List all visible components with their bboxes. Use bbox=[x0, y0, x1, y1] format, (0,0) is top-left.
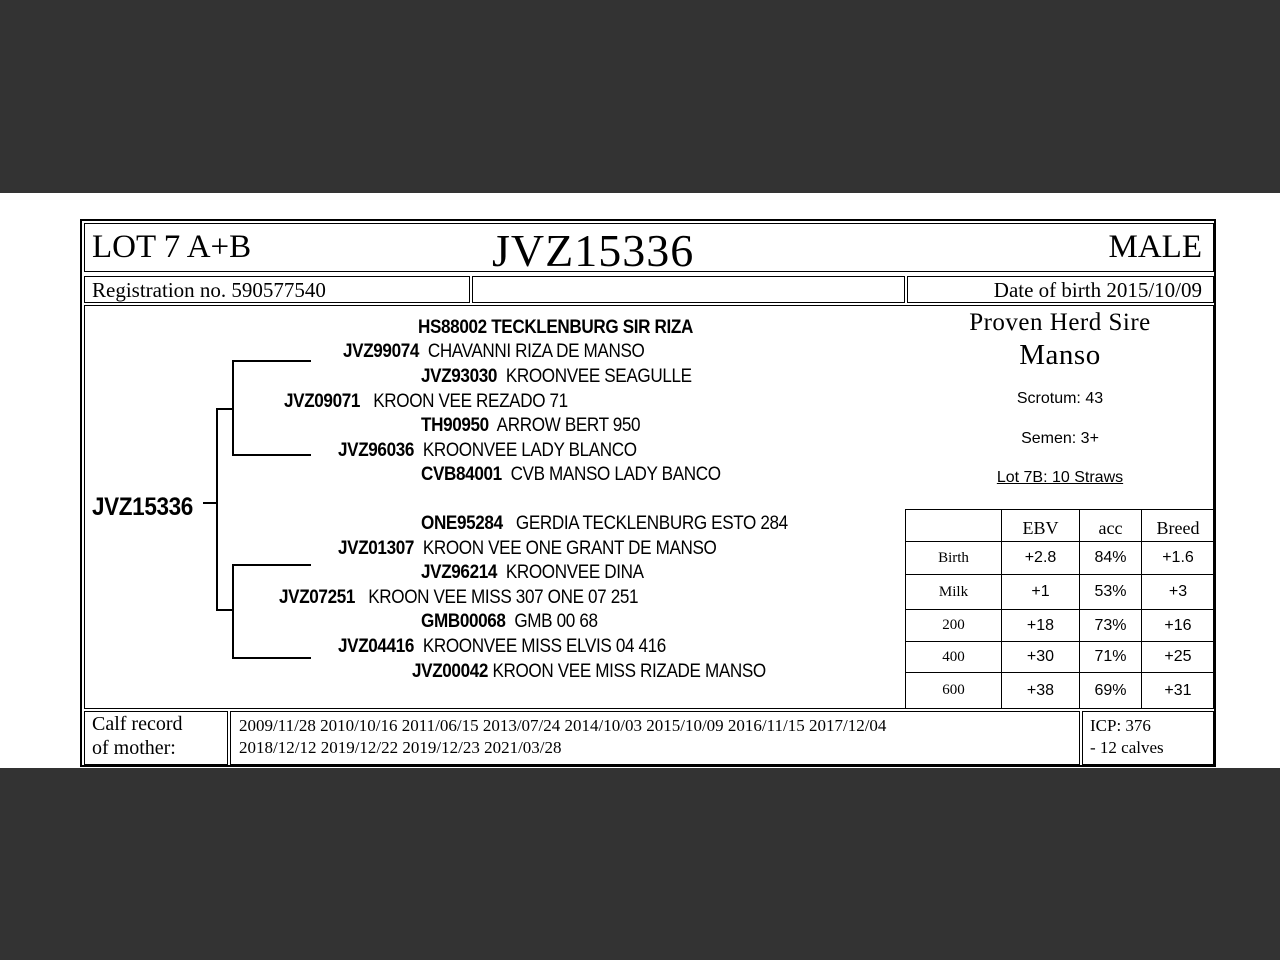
breed-cell: +3 bbox=[1141, 574, 1215, 610]
ebv-cell: +18 bbox=[1001, 609, 1080, 642]
lot-straws: Lot 7B: 10 Straws bbox=[996, 469, 1124, 486]
acc-cell: 53% bbox=[1079, 574, 1142, 610]
animal-id-title: JVZ15336 bbox=[492, 225, 695, 276]
ebv-row-label: Birth bbox=[905, 541, 1002, 575]
ebv-row-label: 200 bbox=[905, 609, 1002, 642]
ebv-header-acc: acc bbox=[1079, 509, 1142, 542]
pedigree-entry-dam: JVZ07251 KROON VEE MISS 307 ONE 07 251 bbox=[279, 587, 639, 608]
sire-name: Manso bbox=[1019, 339, 1101, 371]
tree-line bbox=[232, 360, 234, 456]
tree-line bbox=[232, 454, 311, 456]
calf-record-label-line1: Calf record bbox=[92, 713, 183, 735]
breed-cell: +16 bbox=[1141, 609, 1215, 642]
registration-number: Registration no. 590577540 bbox=[92, 278, 326, 302]
calf-dates-line2: 2018/12/12 2019/12/22 2019/12/23 2021/03/28 bbox=[239, 738, 562, 757]
sire-title: Proven Herd Sire bbox=[969, 309, 1151, 336]
ebv-cell: +2.8 bbox=[1001, 541, 1080, 575]
breed-cell: +31 bbox=[1141, 672, 1215, 709]
lot-number: LOT 7 A+B bbox=[92, 229, 252, 265]
pedigree-entry-sire-dam-sire: TH90950 ARROW BERT 950 bbox=[421, 415, 641, 436]
date-of-birth: Date of birth 2015/10/09 bbox=[993, 278, 1202, 302]
pedigree-entry-sire-dam: JVZ96036 KROONVEE LADY BLANCO bbox=[338, 440, 637, 461]
tree-line bbox=[203, 502, 217, 504]
ebv-cell: +30 bbox=[1001, 641, 1080, 673]
tree-line bbox=[232, 360, 311, 362]
pedigree-entry-sire-sire-dam: JVZ93030 KROONVEE SEAGULLE bbox=[421, 366, 692, 387]
ebv-header-breed: Breed bbox=[1141, 509, 1215, 542]
ebv-row-label: 400 bbox=[905, 641, 1002, 673]
pedigree-entry-dam-sire-sire: ONE95284 GERDIA TECKLENBURG ESTO 284 bbox=[421, 513, 788, 534]
acc-cell: 84% bbox=[1079, 541, 1142, 575]
breed-cell: +1.6 bbox=[1141, 541, 1215, 575]
pedigree-entry-sire-sire-sire: HS88002 TECKLENBURG SIR RIZA bbox=[418, 317, 694, 338]
semen-value: Semen: 3+ bbox=[1021, 430, 1099, 447]
icp-value: ICP: 376 bbox=[1090, 716, 1151, 735]
pedigree-entry-sire-dam-dam: CVB84001 CVB MANSO LADY BANCO bbox=[421, 464, 721, 485]
ebv-header-blank bbox=[905, 509, 1002, 542]
calves-count: - 12 calves bbox=[1090, 738, 1164, 757]
breed-cell: +25 bbox=[1141, 641, 1215, 673]
pedigree-subject: JVZ15336 bbox=[92, 493, 193, 521]
pedigree-entry-dam-dam-sire: GMB00068 GMB 00 68 bbox=[421, 611, 598, 632]
ebv-header-ebv: EBV bbox=[1001, 509, 1080, 542]
pedigree-entry-dam-sire: JVZ01307 KROON VEE ONE GRANT DE MANSO bbox=[338, 538, 717, 559]
ebv-row-label: 600 bbox=[905, 672, 1002, 709]
calf-dates-line1: 2009/11/28 2010/10/16 2011/06/15 2013/07/24 2014/10/03 2015/10/09 2016/11/15 2017/12/04 bbox=[239, 716, 887, 735]
ebv-cell: +1 bbox=[1001, 574, 1080, 610]
tree-line bbox=[232, 564, 234, 659]
info-blank-cell bbox=[472, 276, 905, 303]
calf-record-label-line2: of mother: bbox=[92, 737, 176, 759]
ebv-cell: +38 bbox=[1001, 672, 1080, 709]
document-page bbox=[0, 193, 1280, 768]
acc-cell: 71% bbox=[1079, 641, 1142, 673]
pedigree-entry-dam-dam-dam: JVZ00042 KROON VEE MISS RIZADE MANSO bbox=[412, 661, 766, 682]
sex-label: MALE bbox=[1108, 229, 1202, 265]
ebv-row-label: Milk bbox=[905, 574, 1002, 610]
pedigree-entry-dam-dam: JVZ04416 KROONVEE MISS ELVIS 04 416 bbox=[338, 636, 666, 657]
tree-line bbox=[216, 408, 218, 611]
scrotum-value: Scrotum: 43 bbox=[1016, 390, 1104, 407]
lot-card bbox=[80, 219, 1216, 767]
tree-line bbox=[232, 564, 311, 566]
pedigree-entry-sire-sire: JVZ99074 CHAVANNI RIZA DE MANSO bbox=[343, 341, 645, 362]
pedigree-entry-dam-sire-dam: JVZ96214 KROONVEE DINA bbox=[421, 562, 644, 583]
pedigree-entry-sire: JVZ09071 KROON VEE REZADO 71 bbox=[284, 391, 568, 412]
tree-line bbox=[232, 657, 311, 659]
acc-cell: 69% bbox=[1079, 672, 1142, 709]
acc-cell: 73% bbox=[1079, 609, 1142, 642]
